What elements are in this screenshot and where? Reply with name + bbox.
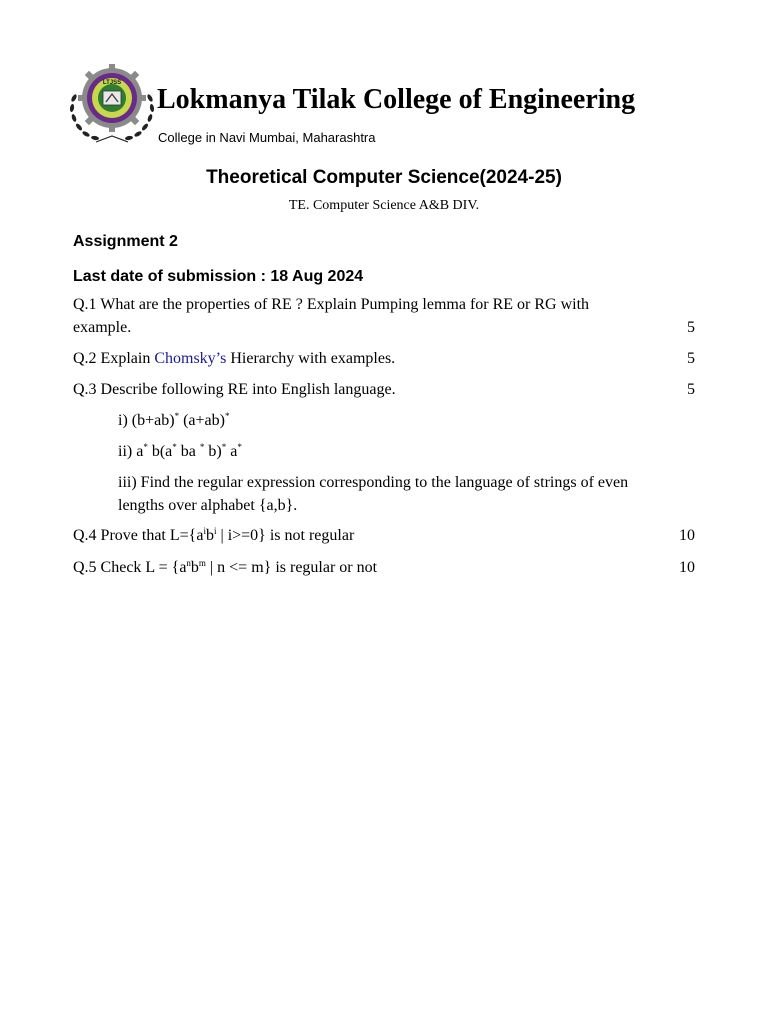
- question-4-marks: 10: [679, 527, 695, 544]
- part-ii-text-b: b(a: [147, 443, 173, 460]
- college-logo: [66, 58, 158, 146]
- question-3: Q.3 Describe following RE into English language.: [73, 381, 396, 398]
- part-ii-sup-1: *: [143, 442, 148, 452]
- question-5: [73, 556, 653, 579]
- submission-deadline: Last date of submission : 18 Aug 2024: [73, 268, 364, 285]
- question-1-line2: example.: [73, 319, 132, 336]
- question-4-text-a: Q.4 Prove that L={a: [73, 527, 204, 544]
- question-5-sup-2: m: [198, 558, 206, 568]
- question-4-text-c: | i>=0} is not regular: [216, 527, 355, 544]
- part-ii-sup-4: *: [221, 442, 227, 452]
- question-5-text-c: | n <= m} is regular or not: [205, 559, 378, 576]
- part-ii-sup-5: *: [237, 442, 242, 452]
- part-ii-text-d: b): [204, 443, 222, 460]
- part-ii-sup-2: *: [172, 442, 177, 452]
- question-5-marks: 10: [679, 559, 695, 576]
- college-name: Lokmanya Tilak College of Engineering: [157, 84, 636, 115]
- question-4-sup-1: i: [203, 526, 206, 536]
- question-2-suffix: Hierarchy with examples.: [226, 350, 396, 367]
- question-2-prefix: Q.2 Explain: [73, 350, 155, 367]
- question-1-marks: 5: [687, 319, 695, 336]
- question-2-marks: 5: [687, 350, 695, 367]
- question-2: [73, 347, 653, 370]
- college-location: College in Navi Mumbai, Maharashtra: [158, 130, 376, 145]
- part-ii-text-c: ba: [176, 443, 200, 460]
- course-title: Theoretical Computer Science(2024-25): [206, 167, 562, 188]
- assignment-title: Assignment 2: [73, 233, 178, 250]
- question-2-highlight: Chomsky’s: [154, 350, 227, 367]
- part-i-text-b: (a+ab): [179, 412, 225, 429]
- part-i-sup-1: *: [174, 411, 180, 421]
- question-3-part-i: [118, 409, 678, 432]
- question-4-sup-2: i: [213, 526, 217, 536]
- question-1-line1: Q.1 What are the properties of RE ? Explain Pumping lemma for RE or RG with: [73, 296, 590, 313]
- logo-text: LTJSS: [102, 80, 122, 86]
- question-4: [73, 524, 653, 547]
- question-3-part-ii: [118, 440, 678, 463]
- question-5-text-a: Q.5 Check L = {a: [73, 559, 187, 576]
- question-4-text-b: b: [205, 527, 214, 544]
- question-5-sup-1: n: [186, 558, 191, 568]
- part-ii-text-a: ii) a: [118, 443, 144, 460]
- part-ii-sup-3: *: [199, 442, 205, 452]
- part-i-sup-2: *: [224, 411, 230, 421]
- question-1: [73, 293, 673, 339]
- question-3-part-iii: iii) Find the regular expression corresponding to the language of strings of even lengths over alphabet {a,b}.: [118, 474, 629, 514]
- course-subtitle: TE. Computer Science A&B DIV.: [288, 198, 480, 213]
- question-5-text-b: b: [190, 559, 199, 576]
- question-3-marks: 5: [687, 381, 695, 398]
- part-ii-text-e: a: [226, 443, 238, 460]
- part-i-text-a: i) (b+ab): [118, 412, 175, 429]
